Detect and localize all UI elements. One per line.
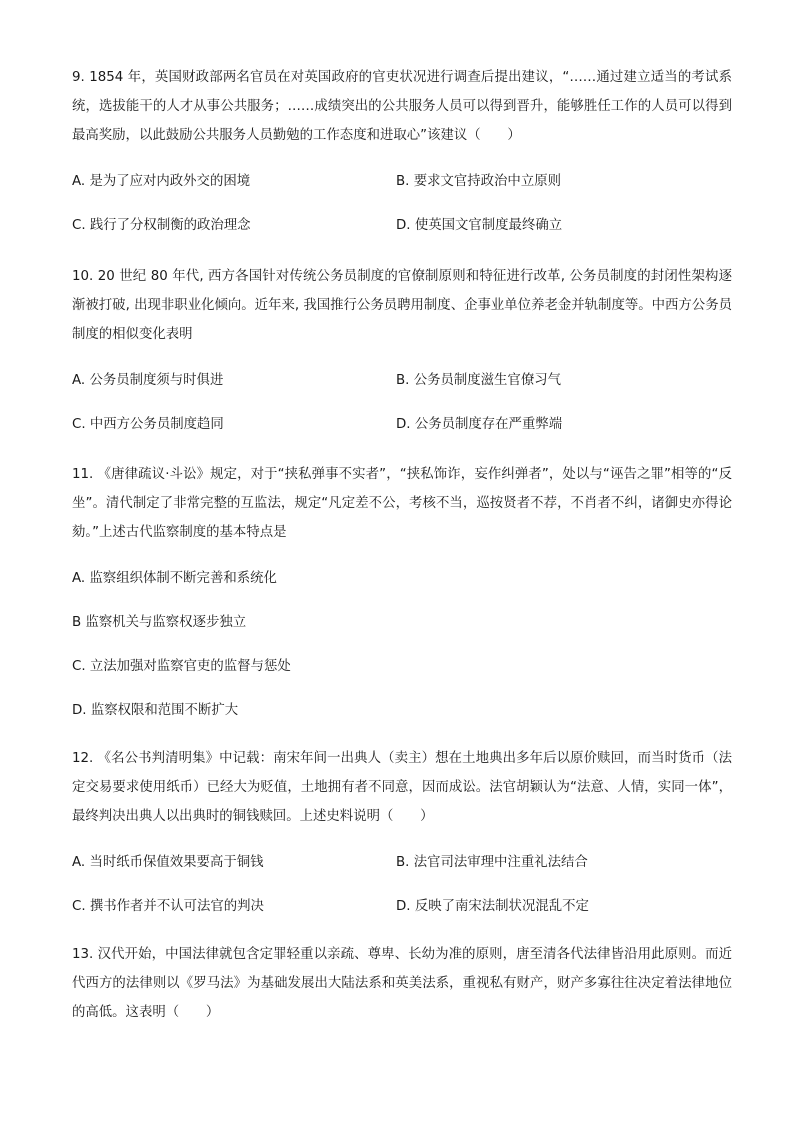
question-13 xyxy=(72,940,732,1027)
option-c[interactable]: C. 立法加强对监察官吏的监督与惩处 xyxy=(72,658,291,674)
question-stem: 11. 《唐律疏议·斗讼》规定，对于“挟私弹事不实者”，“挟私饰诈，妄作纠弹者”，处以与“诬告之罪”相等的“反坐”。清代制定了非常完整的互监法，规定“凡定差不公，考核不当，巡按贤者不荐，不肖者不纠，诸御史亦得论劾。”上述古代监察制度的基本特点是 xyxy=(72,467,732,540)
question-stem: 13. 汉代开始，中国法律就包含定罪轻重以亲疏、尊卑、长幼为准的原则，唐至清各代法律皆沿用此原则。而近代西方的法律则以《罗马法》为基础发展出大陆法系和英美法系，重视私有财产，财产多寡往往决定着法律地位的高低。这表明（ ） xyxy=(72,947,732,1020)
question-stem: 10. 20 世纪 80 年代, 西方各国针对传统公务员制度的官僚制原则和特征进行改革, 公务员制度的封闭性架构逐渐被打破, 出现非职业化倾向。近年来, 我国推行公务员聘用制度、企事业单位养老金并轨制度等。中西方公务员制度的相似变化表明 xyxy=(72,269,732,342)
option-b[interactable]: B. 公务员制度滋生官僚习气 xyxy=(396,372,561,388)
question-9 xyxy=(72,63,732,234)
option-list xyxy=(72,565,732,719)
option-c[interactable]: C. 践行了分权制衡的政治理念 xyxy=(72,217,251,233)
option-c[interactable]: C. 中西方公务员制度趋同 xyxy=(72,416,224,432)
option-b[interactable]: B 监察机关与监察权逐步独立 xyxy=(72,614,247,630)
option-a[interactable]: A. 是为了应对内政外交的困境 xyxy=(72,173,251,189)
option-d[interactable]: D. 使英国文官制度最终确立 xyxy=(396,217,563,233)
option-d[interactable]: D. 监察权限和范围不断扩大 xyxy=(72,702,239,718)
option-a[interactable]: A. 监察组织体制不断完善和系统化 xyxy=(72,570,277,586)
option-list xyxy=(72,168,732,234)
option-c[interactable]: C. 撰书作者并不认可法官的判决 xyxy=(72,898,264,914)
option-list xyxy=(72,849,732,915)
option-list xyxy=(72,367,732,433)
question-12 xyxy=(72,744,732,915)
option-d[interactable]: D. 反映了南宋法制状况混乱不定 xyxy=(396,898,589,914)
option-b[interactable]: B. 法官司法审理中注重礼法结合 xyxy=(396,854,588,870)
question-stem: 9. 1854 年，英国财政部两名官员在对英国政府的官吏状况进行调查后提出建议，“……通过建立适当的考试系统，选拔能干的人才从事公共服务；……成绩突出的公共服务人员可以得到晋升，能够胜任工作的人员可以得到最高奖励，以此鼓励公共服务人员勤勉的工作态度和进取心”该建议（ ） xyxy=(72,70,732,143)
option-b[interactable]: B. 要求文官持政治中立原则 xyxy=(396,173,561,189)
question-10 xyxy=(72,262,732,433)
option-d[interactable]: D. 公务员制度存在严重弊端 xyxy=(396,416,563,432)
option-a[interactable]: A. 当时纸币保值效果要高于铜钱 xyxy=(72,854,264,870)
question-stem: 12. 《名公书判清明集》中记载：南宋年间一出典人（卖主）想在土地典出多年后以原价赎回，而当时货币（法定交易要求使用纸币）已经大为贬值，土地拥有者不同意，因而成讼。法官胡颖认为“法意、人情，实同一体”，最终判决出典人以出典时的铜钱赎回。上述史料说明（ ） xyxy=(72,751,732,824)
option-a[interactable]: A. 公务员制度须与时俱进 xyxy=(72,372,224,388)
question-11 xyxy=(72,460,732,719)
